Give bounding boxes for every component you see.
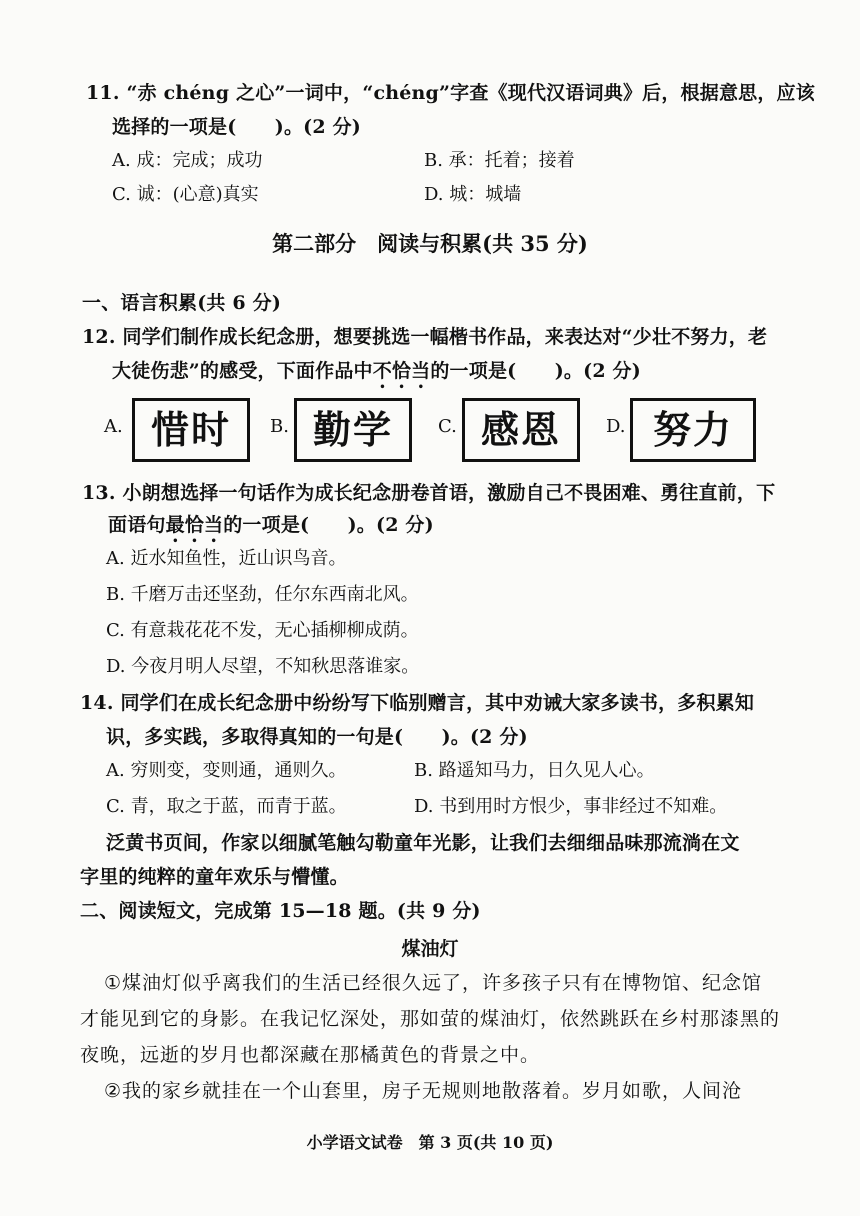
part2-title: 第二部分 阅读与积累(共 35 分) (272, 231, 588, 256)
q14-option-b: B. 路遥知马力，日久见人心。 (414, 760, 655, 781)
q12-option-c-artwork: 感恩 (462, 398, 580, 462)
q12-stem-pre: 大徒伤悲”的感受，下面作品中 (112, 360, 373, 382)
section1-heading: 一、语言积累(共 6 分) (82, 292, 282, 314)
q13-stem-line1: 13. 小朗想选择一句话作为成长纪念册卷首语，激励自己不畏困难、勇往直前，下 (82, 482, 776, 504)
q13-stem-line2 (108, 512, 434, 547)
q11-stem-line2: 选择的一项是( )。(2 分) (112, 116, 361, 138)
passage-line-2: 才能见到它的身影。在我记忆深处，那如萤的煤油灯，依然跳跃在乡村那漆黑的 (80, 1008, 781, 1030)
q12-calligraphy-options (104, 398, 764, 462)
q13-option-a: A. 近水知鱼性，近山识鸟音。 (106, 548, 347, 569)
passage-line-4: ②我的家乡就挂在一个山套里，房子无规则地散落着。岁月如歌，人间沧 (104, 1080, 743, 1102)
q11-option-d: D. 城：城墙 (424, 184, 522, 205)
q12-option-a-artwork: 惜时 (132, 398, 250, 462)
q12-option-b-letter: B. (270, 416, 289, 437)
q14-option-a: A. 穷则变，变则通，通则久。 (106, 760, 347, 781)
q12-option-d-letter: D. (606, 416, 626, 437)
q12-stem-post: 的一项是( )。(2 分) (430, 360, 641, 382)
passage-line-1: ①煤油灯似乎离我们的生活已经很久远了，许多孩子只有在博物馆、纪念馆 (104, 972, 763, 994)
q14-stem-line1: 14. 同学们在成长纪念册中纷纷写下临别赠言，其中劝诫大家多读书，多积累知 (80, 692, 755, 714)
q12-stem-line1: 12. 同学们制作成长纪念册，想要挑选一幅楷书作品，来表达对“少壮不努力，老 (82, 326, 768, 348)
q12-option-b-artwork: 勤学 (294, 398, 412, 462)
q13-emphasis: 最恰当 (165, 514, 224, 536)
page-footer: 小学语文试卷 第 3 页(共 10 页) (306, 1133, 554, 1152)
q12-option-c-letter: C. (438, 416, 457, 437)
q12-option-d-artwork: 努力 (630, 398, 756, 462)
q13-option-d: D. 今夜月明人尽望，不知秋思落谁家。 (106, 656, 420, 677)
q12-option-a-letter: A. (104, 416, 123, 437)
q13-stem-pre: 面语句 (108, 514, 166, 536)
q13-stem-post: 的一项是( )。(2 分) (223, 514, 434, 536)
q11-option-b: B. 承：托着；接着 (424, 150, 575, 171)
reading-intro-line1: 泛黄书页间，作家以细腻笔触勾勒童年光影，让我们去细细品味那流淌在文 (106, 832, 740, 854)
q14-option-c: C. 青，取之于蓝，而青于蓝。 (106, 796, 347, 817)
q13-option-c: C. 有意栽花花不发，无心插柳柳成荫。 (106, 620, 419, 641)
q12-emphasis: 不恰当 (372, 360, 431, 382)
q11-stem-line1: 11. “赤 chéng 之心”一词中，“chéng”字查《现代汉语词典》后，根据意思，应该 (86, 82, 815, 104)
q11-option-c: C. 诚：(心意)真实 (112, 184, 259, 205)
q13-option-b: B. 千磨万击还坚劲，任尔东西南北风。 (106, 584, 419, 605)
reading-intro-line2: 字里的纯粹的童年欢乐与懵懂。 (80, 866, 349, 888)
q14-option-d: D. 书到用时方恨少，事非经过不知难。 (414, 796, 728, 817)
q11-option-a: A. 成：完成；成功 (112, 150, 263, 171)
q14-stem-line2: 识，多实践，多取得真知的一句是( )。(2 分) (106, 726, 528, 748)
section2-heading: 二、阅读短文，完成第 15—18 题。(共 9 分) (80, 900, 481, 922)
q12-stem-line2 (112, 358, 641, 393)
passage-line-3: 夜晚，远逝的岁月也都深藏在那橘黄色的背景之中。 (80, 1044, 541, 1066)
passage-title: 煤油灯 (401, 938, 459, 960)
